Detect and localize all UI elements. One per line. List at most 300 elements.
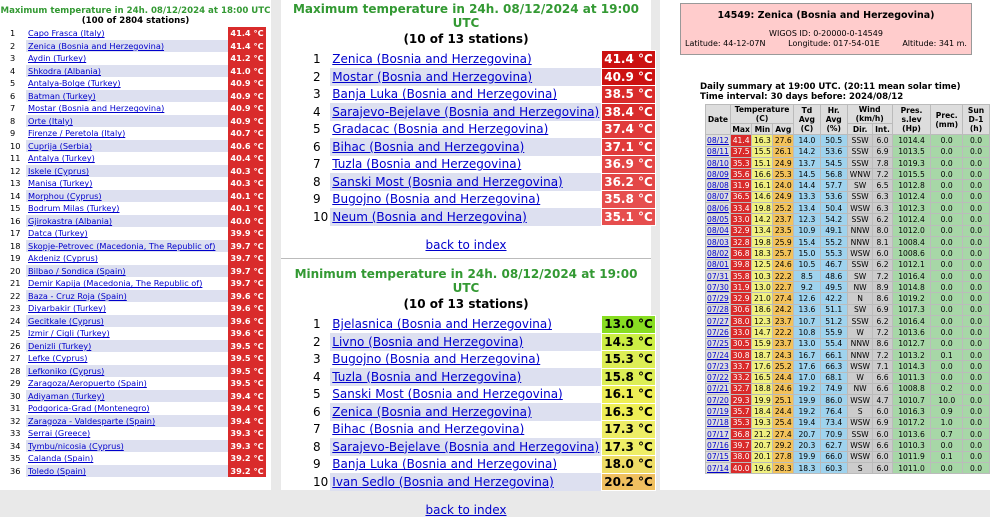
date-cell[interactable]: 07/25	[707, 339, 729, 349]
rank: 9	[313, 457, 321, 472]
wind-dir-cell: SSW	[847, 146, 873, 157]
avg-cell: 24.4	[774, 373, 792, 383]
station-link[interactable]: Adiyaman (Turkey)	[28, 390, 105, 401]
prec-cell: 0.0	[931, 338, 963, 349]
prec-cell: 0.1	[931, 451, 963, 462]
col-avg: Avg	[773, 124, 794, 135]
sun-cell: 0.0	[962, 270, 989, 281]
temp-value: 39.6 °C	[228, 302, 266, 315]
wind-dir-cell: S	[847, 462, 873, 473]
station-link[interactable]: Demir Kapija (Macedonia, The Republic of)	[28, 278, 203, 289]
td-cell: 19.2	[794, 406, 820, 417]
date-cell[interactable]: 08/11	[707, 147, 729, 157]
sun-cell: 0.0	[962, 338, 989, 349]
date-cell[interactable]: 08/01	[707, 260, 729, 270]
avg-cell: 27.6	[774, 135, 792, 145]
date-cell[interactable]: 07/30	[707, 282, 729, 292]
avg-cell: 24.3	[774, 350, 792, 360]
table-row	[311, 438, 655, 456]
table-row	[8, 152, 266, 165]
avg-cell: 25.4	[774, 418, 792, 428]
station-cell	[26, 140, 228, 153]
prec-cell: 0.0	[931, 135, 963, 146]
rank: 34	[10, 440, 21, 451]
sun-cell: 0.0	[962, 236, 989, 247]
station-link[interactable]: Zenica (Bosnia and Herzegovina)	[28, 40, 165, 51]
date-cell[interactable]: 07/19	[707, 407, 729, 417]
date-cell[interactable]: 07/22	[707, 373, 729, 383]
date-cell[interactable]: 07/20	[707, 395, 729, 405]
date-cell[interactable]: 07/16	[707, 440, 729, 450]
table-row	[706, 135, 990, 146]
station-link[interactable]: Cuprija (Serbia)	[28, 140, 93, 151]
pres-cell: 1013.2	[892, 349, 931, 360]
prec-cell: 0.0	[931, 327, 963, 338]
prec-cell: 0.1	[931, 349, 963, 360]
pres-cell: 1017.3	[892, 304, 931, 315]
station-link[interactable]: Datca (Turkey)	[28, 228, 88, 239]
temp-value: 40.9 °C	[228, 77, 266, 90]
station-link[interactable]: Serrai (Greece)	[28, 428, 91, 439]
prec-cell: 0.0	[931, 214, 963, 225]
station-link[interactable]: Antalya (Turkey)	[28, 153, 95, 164]
wind-dir-cell: NNW	[847, 349, 873, 360]
hr-cell: 74.9	[820, 383, 847, 394]
table-row	[706, 429, 990, 440]
station-link[interactable]: Izmir / Cigli (Turkey)	[28, 328, 110, 339]
table-row	[706, 293, 990, 304]
hr-cell: 42.2	[820, 293, 847, 304]
min-cell: 19.6	[753, 463, 771, 473]
col-max: Max	[732, 124, 750, 134]
station-link[interactable]: Livno (Bosnia and Herzegovina)	[332, 334, 524, 349]
table-row	[706, 282, 990, 293]
temp-value: 39.3 °C	[228, 427, 266, 440]
table-row	[706, 349, 990, 360]
table-row	[8, 365, 266, 378]
hr-cell: 49.5	[820, 282, 847, 293]
table-row	[706, 214, 990, 225]
station-link[interactable]: Banja Luka (Bosnia and Herzegovina)	[332, 87, 558, 102]
max-cell: 30.8	[730, 349, 752, 360]
station-link[interactable]: Zenica (Bosnia and Herzegovina)	[332, 52, 532, 67]
wind-dir-cell: SW	[847, 304, 873, 315]
temp-value: 17.3 °C	[602, 421, 656, 439]
sun-cell: 0.0	[962, 451, 989, 462]
station-link[interactable]: Zaragoza - Valdesparte (Spain)	[28, 415, 156, 426]
temp-value: 40.1 °C	[228, 190, 266, 203]
hr-cell: 70.9	[820, 429, 847, 440]
station-link[interactable]: Shkodra (Albania)	[28, 65, 101, 76]
rank: 4	[10, 65, 16, 76]
temp-value: 14.3 °C	[602, 333, 656, 351]
station-link[interactable]: Sanski Most (Bosnia and Herzegovina)	[332, 174, 563, 189]
temp-value: 15.8 °C	[602, 368, 656, 386]
max-cell: 33.0	[730, 327, 752, 338]
sun-cell: 0.0	[962, 180, 989, 191]
station-link[interactable]: Bihac (Bosnia and Herzegovina)	[332, 422, 525, 437]
table-row	[706, 440, 990, 451]
station-link[interactable]: Sanski Most (Bosnia and Herzegovina)	[332, 387, 563, 402]
rank: 28	[10, 365, 21, 376]
station-link[interactable]: Ivan Sedlo (Bosnia and Herzegovina)	[332, 474, 554, 489]
wind-dir-cell: SSW	[847, 191, 873, 202]
station-link[interactable]: Gradacac (Bosnia and Herzegovina)	[332, 122, 549, 137]
station-cell	[330, 173, 601, 191]
date-cell[interactable]: 08/03	[707, 237, 729, 247]
sun-cell: 0.0	[962, 169, 989, 180]
rank: 8	[313, 174, 321, 189]
station-link[interactable]: Tuzla (Bosnia and Herzegovina)	[332, 157, 522, 172]
station-link[interactable]: Akdeniz (Cyprus)	[28, 253, 98, 264]
max-cell: 39.8	[730, 259, 752, 270]
sun-cell: 0.0	[962, 316, 989, 327]
hr-cell: 46.7	[820, 259, 847, 270]
min-cell: 14.2	[753, 215, 771, 225]
date-cell[interactable]: 07/17	[707, 429, 729, 439]
pres-cell: 1012.4	[892, 214, 931, 225]
date-cell[interactable]: 07/26	[707, 327, 729, 337]
bosnia-panel	[281, 0, 653, 517]
station-link[interactable]: Mostar (Bosnia and Herzegovina)	[28, 103, 165, 114]
date-cell[interactable]: 07/14	[707, 463, 729, 473]
table-row	[8, 290, 266, 303]
daily-table	[705, 104, 990, 474]
td-cell: 14.2	[794, 146, 820, 157]
pres-cell: 1011.9	[892, 451, 931, 462]
station-link[interactable]: Podgorica-Grad (Montenegro)	[28, 403, 150, 414]
rank: 21	[10, 278, 21, 289]
avg-cell: 29.2	[774, 440, 792, 450]
date-cell[interactable]: 08/06	[707, 203, 729, 213]
station-name: 14549: Zenica (Bosnia and Herzegovina)	[717, 10, 935, 21]
station-link[interactable]: Tuzla (Bosnia and Herzegovina)	[332, 369, 522, 384]
pres-cell: 1013.6	[892, 327, 931, 338]
station-link[interactable]: Baza - Cruz Roja (Spain)	[28, 290, 127, 301]
prec-cell: 0.0	[931, 236, 963, 247]
rank: 31	[10, 403, 21, 414]
date-cell[interactable]: 07/29	[707, 294, 729, 304]
wind-dir-cell: WSW	[847, 440, 873, 451]
date-cell[interactable]: 07/24	[707, 350, 729, 360]
rank: 22	[10, 290, 21, 301]
table-row	[706, 406, 990, 417]
temp-value: 36.2 °C	[602, 173, 656, 191]
date-cell[interactable]: 07/23	[707, 361, 729, 371]
td-cell: 14.5	[794, 169, 820, 180]
sun-cell: 0.0	[962, 462, 989, 473]
date-cell[interactable]: 08/04	[707, 226, 729, 236]
hr-cell: 55.2	[820, 236, 847, 247]
rank: 30	[10, 390, 21, 401]
col-wind: Wind (km/h)	[847, 105, 892, 124]
table-row	[8, 327, 266, 340]
td-cell: 14.0	[794, 135, 820, 146]
wind-int-cell: 6.5	[873, 180, 892, 191]
avg-cell: 24.0	[774, 181, 792, 191]
station-link[interactable]: Bodrum Milas (Turkey)	[28, 203, 120, 214]
station-cell	[330, 421, 601, 439]
table-row	[311, 316, 655, 334]
date-cell[interactable]: 08/08	[707, 181, 729, 191]
station-cell	[26, 152, 228, 165]
pres-cell: 1015.5	[892, 169, 931, 180]
station-header	[680, 3, 972, 55]
station-link[interactable]: Calanda (Spain)	[28, 453, 94, 464]
station-link[interactable]: Diyarbakir (Turkey)	[28, 303, 107, 314]
table-row	[8, 227, 266, 240]
station-link[interactable]: Bugojno (Bosnia and Herzegovina)	[332, 192, 541, 207]
station-cell	[330, 316, 601, 334]
col-td: Td Avg (C)	[794, 105, 820, 135]
rank: 2	[313, 69, 321, 84]
max-cell: 29.3	[730, 395, 752, 406]
col-int: Int.	[873, 124, 892, 135]
table-row	[311, 351, 655, 369]
td-cell: 19.4	[794, 417, 820, 428]
max-cell: 33.2	[730, 372, 752, 383]
station-link[interactable]: Firenze / Peretola (Italy)	[28, 128, 126, 139]
sun-cell: 0.0	[962, 395, 989, 406]
table-row	[311, 456, 655, 474]
station-link[interactable]: Neum (Bosnia and Herzegovina)	[332, 209, 527, 224]
pres-cell: 1013.5	[892, 146, 931, 157]
rank: 17	[10, 228, 21, 239]
sun-cell: 0.0	[962, 282, 989, 293]
date-cell[interactable]: 07/18	[707, 418, 729, 428]
prec-cell: 0.0	[931, 462, 963, 473]
station-link[interactable]: Zenica (Bosnia and Herzegovina)	[332, 404, 532, 419]
wind-dir-cell: NNW	[847, 225, 873, 236]
pres-cell: 1016.4	[892, 316, 931, 327]
min-cell: 19.8	[753, 237, 771, 247]
station-link[interactable]: Bilbao / Sondica (Spain)	[28, 265, 126, 276]
temp-value: 41.2 °C	[228, 52, 266, 65]
rank: 33	[10, 428, 21, 439]
td-cell: 15.4	[794, 236, 820, 247]
station-cell	[330, 156, 601, 174]
date-cell[interactable]: 08/10	[707, 158, 729, 168]
station-link[interactable]: Capo Frasca (Italy)	[28, 28, 105, 39]
station-link[interactable]: Sarajevo-Bejelave (Bosnia and Herzegovina)	[332, 439, 600, 454]
date-cell[interactable]: 08/12	[707, 135, 729, 145]
avg-cell: 25.2	[774, 203, 792, 213]
station-link[interactable]: Toledo (Spain)	[28, 465, 87, 476]
station-link[interactable]: Aydin (Turkey)	[28, 53, 87, 64]
station-cell	[26, 115, 228, 128]
station-link[interactable]: Manisa (Turkey)	[28, 178, 93, 189]
wind-dir-cell: WSW	[847, 361, 873, 372]
station-cell	[26, 265, 228, 278]
table-row	[706, 304, 990, 315]
rank: 29	[10, 378, 21, 389]
rank: 2	[313, 334, 321, 349]
station-cell	[26, 65, 228, 78]
sun-cell: 0.0	[962, 214, 989, 225]
hr-cell: 51.1	[820, 304, 847, 315]
station-link[interactable]: Iskele (Cyprus)	[28, 165, 90, 176]
wind-int-cell: 6.0	[873, 135, 892, 146]
back-to-index-link[interactable]: back to index	[425, 238, 507, 252]
station-link[interactable]: Sarajevo-Bejelave (Bosnia and Herzegovina)	[332, 104, 600, 119]
temp-value: 40.9 °C	[228, 102, 266, 115]
max-cell: 33.0	[730, 214, 752, 225]
temp-value: 35.1 °C	[602, 208, 656, 226]
avg-cell: 24.6	[774, 260, 792, 270]
temp-value: 16.3 °C	[602, 403, 656, 421]
station-link[interactable]: Gecitkale (Cyprus)	[28, 315, 104, 326]
td-cell: 9.2	[794, 282, 820, 293]
station-link[interactable]: Tymbu/nicosia (Cyprus)	[28, 440, 124, 451]
station-link[interactable]: Antalya-Bolge (Turkey)	[28, 78, 121, 89]
table-row	[706, 259, 990, 270]
table-row	[706, 372, 990, 383]
table-row	[8, 315, 266, 328]
min-cell: 16.6	[753, 169, 771, 179]
station-link[interactable]: Banja Luka (Bosnia and Herzegovina)	[332, 457, 558, 472]
date-cell[interactable]: 08/09	[707, 169, 729, 179]
wind-dir-cell: SW	[847, 270, 873, 281]
temp-value: 39.6 °C	[228, 290, 266, 303]
prec-cell: 10.0	[931, 395, 963, 406]
date-cell[interactable]: 08/07	[707, 192, 729, 202]
station-link[interactable]: Lefkoniko (Cyprus)	[28, 365, 105, 376]
station-link[interactable]: Orte (Italy)	[28, 115, 73, 126]
sun-cell: 0.0	[962, 248, 989, 259]
hr-cell: 55.9	[820, 327, 847, 338]
rank: 15	[10, 203, 21, 214]
min-cell: 18.6	[753, 305, 771, 315]
wind-int-cell: 7.2	[873, 327, 892, 338]
station-cell	[330, 456, 601, 474]
avg-cell: 22.7	[774, 282, 792, 292]
temp-value: 41.4 °C	[602, 51, 656, 69]
prec-cell: 0.7	[931, 429, 963, 440]
pres-cell: 1019.2	[892, 293, 931, 304]
hr-cell: 68.1	[820, 372, 847, 383]
date-cell[interactable]: 07/28	[707, 305, 729, 315]
station-cell	[26, 52, 228, 65]
pres-cell: 1008.8	[892, 383, 931, 394]
rank: 1	[10, 28, 16, 39]
wind-dir-cell: SSW	[847, 316, 873, 327]
avg-cell: 28.3	[774, 463, 792, 473]
max-cell: 33.4	[730, 203, 752, 214]
rank: 13	[10, 178, 21, 189]
station-cell	[330, 138, 601, 156]
date-cell[interactable]: 07/27	[707, 316, 729, 326]
station-link[interactable]: Bugojno (Bosnia and Herzegovina)	[332, 352, 541, 367]
table-row	[8, 340, 266, 353]
prec-cell: 0.0	[931, 316, 963, 327]
temp-value: 40.4 °C	[228, 152, 266, 165]
wind-dir-cell: N	[847, 293, 873, 304]
station-link[interactable]: Morphou (Cyprus)	[28, 190, 102, 201]
td-cell: 19.9	[794, 451, 820, 462]
station-cell	[26, 227, 228, 240]
table-row	[311, 103, 655, 121]
max-cell: 32.7	[730, 383, 752, 394]
station-link[interactable]: Lefke (Cyprus)	[28, 353, 88, 364]
col-temp: Temperature (C)	[730, 105, 793, 124]
table-row	[8, 215, 266, 228]
table-row	[8, 40, 266, 53]
temp-value: 41.4 °C	[228, 27, 266, 40]
station-cell	[26, 365, 228, 378]
date-cell[interactable]: 07/21	[707, 384, 729, 394]
station-link[interactable]: Mostar (Bosnia and Herzegovina)	[332, 69, 533, 84]
max-cell: 32.9	[730, 293, 752, 304]
station-link[interactable]: Skopje-Petrovec (Macedonia, The Republic of)	[28, 240, 216, 251]
date-cell[interactable]: 07/15	[707, 452, 729, 462]
temp-value: 38.4 °C	[602, 103, 656, 121]
td-cell: 13.7	[794, 157, 820, 168]
rank: 4	[313, 104, 321, 119]
station-link[interactable]: Bihac (Bosnia and Herzegovina)	[332, 139, 525, 154]
min-cell: 21.2	[753, 429, 771, 439]
temp-value: 39.9 °C	[228, 227, 266, 240]
station-link[interactable]: Gjirokastra (Albania)	[28, 215, 113, 226]
td-cell: 12.3	[794, 214, 820, 225]
td-cell: 14.4	[794, 180, 820, 191]
temp-value: 40.9 °C	[228, 90, 266, 103]
avg-cell: 24.9	[774, 158, 792, 168]
station-cell	[330, 208, 601, 226]
table-row	[706, 236, 990, 247]
wind-int-cell: 6.2	[873, 259, 892, 270]
date-cell[interactable]: 07/31	[707, 271, 729, 281]
avg-cell: 23.7	[774, 316, 792, 326]
wind-dir-cell: S	[847, 406, 873, 417]
date-cell[interactable]: 08/02	[707, 248, 729, 258]
wind-int-cell: 6.0	[873, 406, 892, 417]
avg-cell: 25.3	[774, 169, 792, 179]
temp-value: 39.6 °C	[228, 315, 266, 328]
sun-cell: 0.0	[962, 225, 989, 236]
table-row	[706, 157, 990, 168]
prec-cell: 0.0	[931, 180, 963, 191]
rank: 7	[313, 422, 321, 437]
hr-cell: 66.3	[820, 361, 847, 372]
wind-int-cell: 6.3	[873, 191, 892, 202]
table-row	[311, 403, 655, 421]
col-min: Min	[752, 124, 773, 135]
station-cell	[26, 252, 228, 265]
table-row	[8, 427, 266, 440]
avg-cell: 24.2	[774, 305, 792, 315]
back-to-index-link[interactable]: back to index	[425, 503, 507, 517]
prec-cell: 0.0	[931, 259, 963, 270]
station-link[interactable]: Batman (Turkey)	[28, 90, 96, 101]
date-cell[interactable]: 08/05	[707, 215, 729, 225]
station-link[interactable]: Bjelasnica (Bosnia and Herzegovina)	[332, 317, 552, 332]
rank: 24	[10, 315, 21, 326]
temp-value: 40.3 °C	[228, 177, 266, 190]
temp-value: 17.3 °C	[602, 438, 656, 456]
min-cell: 18.4	[753, 407, 771, 417]
table-row	[311, 138, 655, 156]
station-link[interactable]: Zaragoza/Aeropuerto (Spain)	[28, 378, 147, 389]
table-row	[311, 473, 655, 491]
station-link[interactable]: Denizli (Turkey)	[28, 340, 92, 351]
prec-cell: 0.0	[931, 146, 963, 157]
station-cell	[26, 77, 228, 90]
rank: 6	[313, 404, 321, 419]
table-row	[706, 361, 990, 372]
rank: 11	[10, 153, 21, 164]
rank: 7	[313, 157, 321, 172]
td-cell: 13.6	[794, 304, 820, 315]
